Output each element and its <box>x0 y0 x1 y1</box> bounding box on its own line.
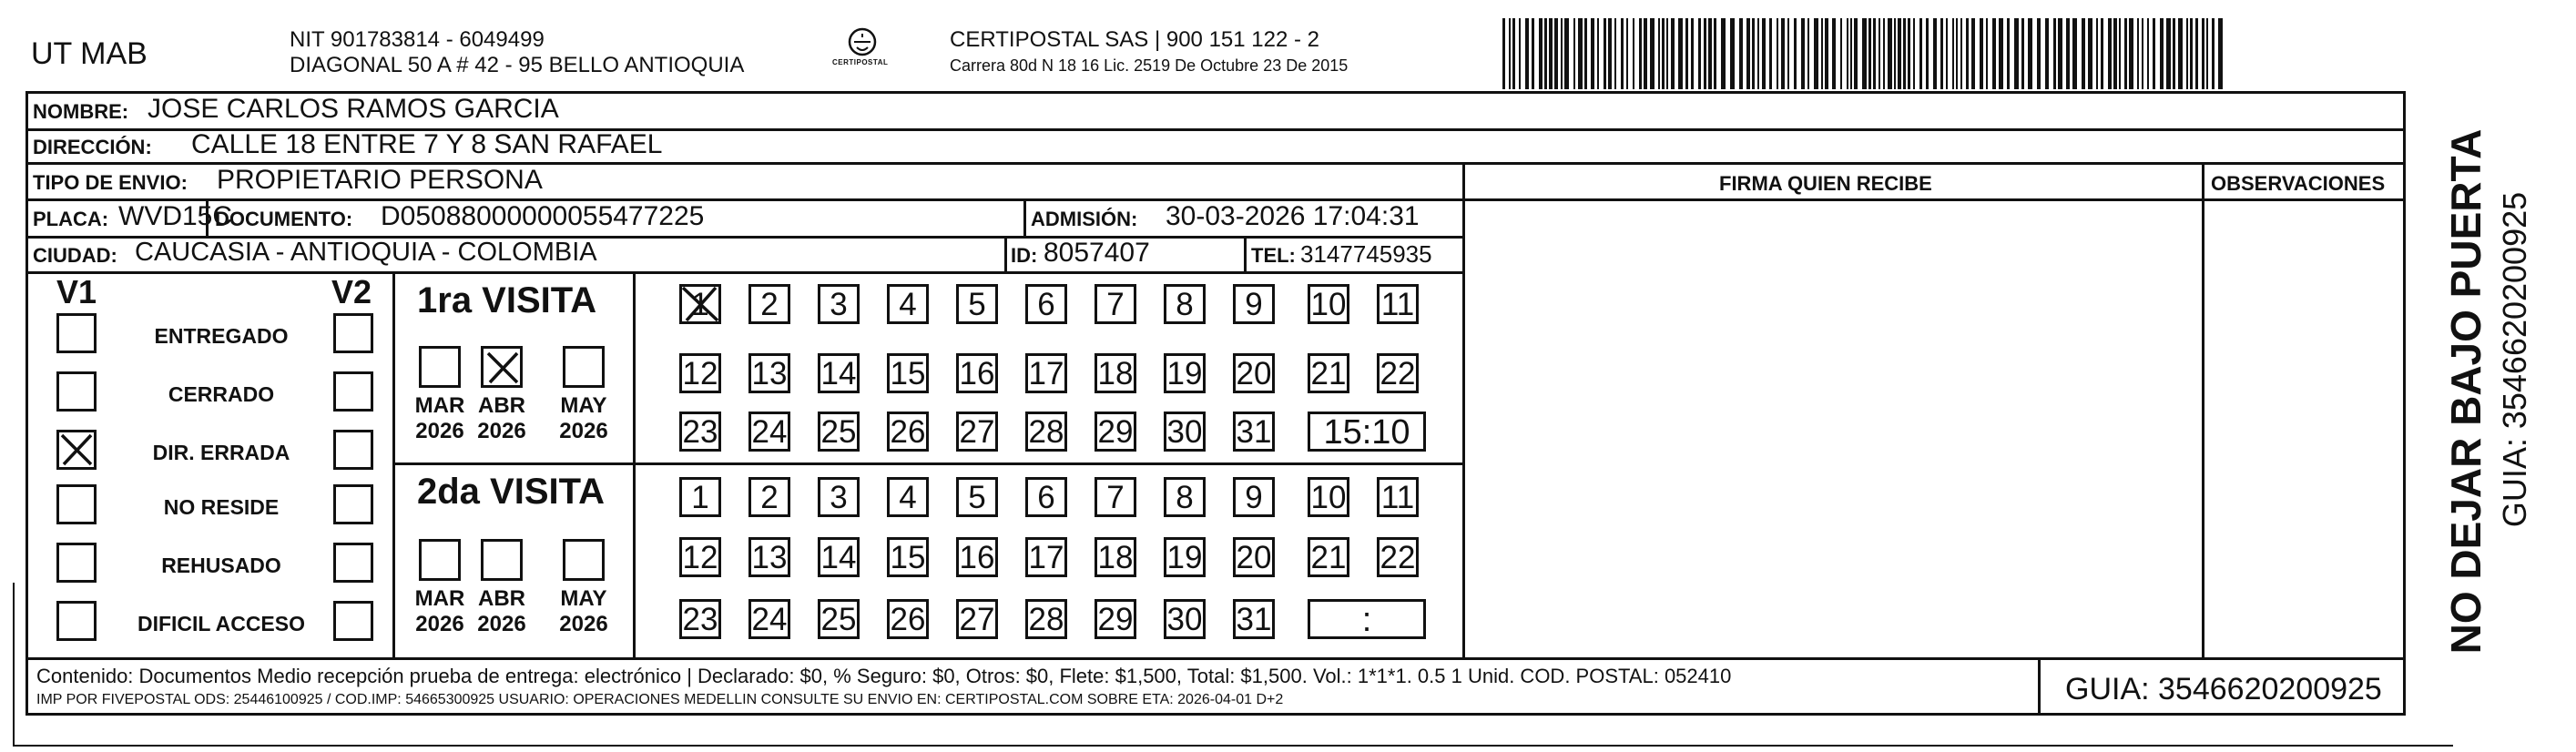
day-box[interactable] <box>679 284 721 324</box>
day-number: 13 <box>751 540 788 575</box>
day-number: 13 <box>751 356 788 391</box>
month-checkbox[interactable] <box>419 346 461 388</box>
day-number: 3 <box>830 287 848 322</box>
month-label: MAR <box>414 393 465 418</box>
day-box[interactable] <box>1095 477 1136 517</box>
direccion-value: CALLE 18 ENTRE 7 Y 8 SAN RAFAEL <box>191 129 663 159</box>
day-number: 8 <box>1176 480 1194 515</box>
month-checkbox[interactable] <box>419 539 461 581</box>
day-box[interactable] <box>1164 477 1206 517</box>
v1-checkbox[interactable] <box>56 313 97 353</box>
year-label: 2026 <box>415 612 464 636</box>
day-number: 4 <box>899 287 917 322</box>
day-box[interactable] <box>748 353 790 393</box>
day-box[interactable] <box>679 477 721 517</box>
day-number: 17 <box>1028 540 1064 575</box>
day-number: 29 <box>1097 602 1134 637</box>
day-box[interactable] <box>956 353 998 393</box>
day-number: 2 <box>760 287 779 322</box>
day-number: 23 <box>682 414 718 450</box>
day-box[interactable] <box>1164 412 1206 452</box>
month-checkbox[interactable] <box>481 346 523 388</box>
day-box[interactable] <box>1095 412 1136 452</box>
tel-label: TEL: <box>1251 244 1296 267</box>
day-number: 9 <box>1245 480 1263 515</box>
day-box[interactable] <box>818 599 860 639</box>
day-number: 6 <box>1037 480 1055 515</box>
day-number: 1 <box>691 287 709 322</box>
certipostal-logo <box>830 25 894 76</box>
courier-address: Carrera 80d N 18 16 Lic. 2519 De Octubre 23 De 2015 <box>950 56 1349 75</box>
time-value: : <box>1361 601 1372 639</box>
id-value: 8057407 <box>1044 238 1150 268</box>
no-dejar-bajo-puerta: NO DEJAR BAJO PUERTA <box>2442 128 2489 655</box>
day-number: 7 <box>1106 287 1125 322</box>
day-box[interactable] <box>1308 284 1349 324</box>
day-number: 11 <box>1380 480 1415 515</box>
day-box[interactable] <box>679 412 721 452</box>
day-number: 28 <box>1028 414 1064 450</box>
day-box[interactable] <box>1025 477 1067 517</box>
day-box[interactable] <box>1233 537 1275 577</box>
placa-label: PLACA: <box>33 208 109 230</box>
day-box[interactable] <box>1377 537 1419 577</box>
day-number: 21 <box>1310 540 1347 575</box>
day-number: 30 <box>1166 602 1203 637</box>
tipo-envio-label: TIPO DE ENVIO: <box>33 171 188 194</box>
day-box[interactable] <box>1095 537 1136 577</box>
admision-value: 30-03-2026 17:04:31 <box>1166 201 1420 231</box>
day-number: 26 <box>890 414 926 450</box>
v1-checkbox[interactable] <box>56 601 97 641</box>
day-box[interactable] <box>1377 477 1419 517</box>
nombre-label: NOMBRE: <box>33 100 129 123</box>
day-number: 29 <box>1097 414 1134 450</box>
footer-imp: IMP POR FIVEPOSTAL ODS: 25446100925 / COD.IMP: 54665300925 USUARIO: OPERACIONES MEDELLIN CONSULTE SU ENVIO EN: CERTIPOSTAL.COM SOBRE ETA: 2026-04-01 D+2 <box>36 692 1284 707</box>
v1-checkbox[interactable] <box>56 371 97 412</box>
visit-state-label: DIFICIL ACCESO <box>137 612 305 635</box>
visit-state-label: REHUSADO <box>161 554 281 577</box>
day-number: 22 <box>1380 540 1416 575</box>
day-box[interactable] <box>1377 284 1419 324</box>
barcode <box>1502 18 2226 89</box>
day-number: 6 <box>1037 287 1055 322</box>
day-number: 11 <box>1380 287 1415 322</box>
day-box[interactable] <box>1233 412 1275 452</box>
day-box[interactable] <box>956 284 998 324</box>
day-number: 17 <box>1028 356 1064 391</box>
day-box[interactable] <box>956 477 998 517</box>
day-number: 3 <box>830 480 848 515</box>
year-label: 2026 <box>559 419 608 443</box>
day-box[interactable] <box>956 412 998 452</box>
day-number: 15 <box>890 540 926 575</box>
day-number: 23 <box>682 602 718 637</box>
month-label: MAY <box>560 393 607 418</box>
day-number: 16 <box>959 540 995 575</box>
month-label: MAY <box>560 586 607 611</box>
day-number: 15 <box>890 356 926 391</box>
day-box[interactable] <box>748 599 790 639</box>
id-label: ID: <box>1011 244 1038 267</box>
courier-name: CERTIPOSTAL SAS | 900 151 122 - 2 <box>950 27 1319 52</box>
day-box[interactable] <box>887 284 929 324</box>
nombre-value: JOSE CARLOS RAMOS GARCIA <box>148 94 559 124</box>
day-box[interactable] <box>1095 353 1136 393</box>
month-checkbox[interactable] <box>563 346 605 388</box>
visit1-title: 1ra VISITA <box>417 280 597 320</box>
day-box[interactable] <box>1025 353 1067 393</box>
day-number: 2 <box>760 480 779 515</box>
ciudad-label: CIUDAD: <box>33 244 117 267</box>
day-box[interactable] <box>1233 284 1275 324</box>
v2-checkbox[interactable] <box>333 430 373 470</box>
v1-checkbox[interactable] <box>56 430 97 470</box>
day-number: 14 <box>820 356 857 391</box>
company-name: UT MAB <box>31 36 148 71</box>
day-number: 8 <box>1176 287 1194 322</box>
day-box[interactable] <box>1233 477 1275 517</box>
day-box[interactable] <box>1025 284 1067 324</box>
sender-nit: NIT 901783814 - 6049499 <box>290 27 545 52</box>
day-box[interactable] <box>1308 537 1349 577</box>
year-label: 2026 <box>415 419 464 443</box>
month-label: ABR <box>478 586 525 611</box>
v2-checkbox[interactable] <box>333 313 373 353</box>
day-number: 12 <box>682 356 718 391</box>
v2-label: V2 <box>331 273 372 310</box>
v2-checkbox[interactable] <box>333 371 373 412</box>
day-box[interactable] <box>818 412 860 452</box>
day-box[interactable] <box>818 353 860 393</box>
x-mark-icon <box>481 346 523 388</box>
day-number: 24 <box>751 602 788 637</box>
ciudad-value: CAUCASIA - ANTIOQUIA - COLOMBIA <box>135 238 597 267</box>
footer-contenido: Contenido: Documentos Medio recepción prueba de entrega: electrónico | Declarado: $0, % Seguro: $0, Otros: $0, Flete: $1,500, Total: $1,500. Vol.: 1*1*1. 0.5 1 Unid. COD. POSTAL: 052410 <box>36 665 1732 687</box>
v1-checkbox[interactable] <box>56 543 97 583</box>
day-number: 18 <box>1097 540 1134 575</box>
day-number: 22 <box>1380 356 1416 391</box>
day-box[interactable] <box>818 477 860 517</box>
x-mark-icon <box>56 430 97 470</box>
year-label: 2026 <box>477 419 526 443</box>
day-number: 31 <box>1236 414 1272 450</box>
side-guia: GUIA: 3546620200925 <box>2496 191 2533 528</box>
day-box[interactable] <box>679 537 721 577</box>
day-number: 25 <box>820 414 857 450</box>
day-box[interactable] <box>956 537 998 577</box>
admision-label: ADMISIÓN: <box>1031 208 1138 230</box>
day-box[interactable] <box>748 412 790 452</box>
year-label: 2026 <box>559 612 608 636</box>
day-number: 10 <box>1310 287 1347 322</box>
documento-label: DOCUMENTO: <box>215 208 353 230</box>
day-box[interactable] <box>887 537 929 577</box>
placa-value: WVD15C <box>118 201 233 231</box>
day-box[interactable] <box>1233 353 1275 393</box>
month-label: MAR <box>414 586 465 611</box>
day-number: 18 <box>1097 356 1134 391</box>
v2-checkbox[interactable] <box>333 484 373 524</box>
day-box[interactable] <box>956 599 998 639</box>
day-number: 5 <box>968 480 986 515</box>
day-box[interactable] <box>1377 353 1419 393</box>
day-box[interactable] <box>1095 284 1136 324</box>
day-box[interactable] <box>748 477 790 517</box>
v1-checkbox[interactable] <box>56 484 97 524</box>
month-checkbox[interactable] <box>481 539 523 581</box>
year-label: 2026 <box>477 612 526 636</box>
day-number: 20 <box>1236 356 1272 391</box>
day-number: 4 <box>899 480 917 515</box>
day-number: 25 <box>820 602 857 637</box>
day-box[interactable] <box>887 412 929 452</box>
day-box[interactable] <box>1308 477 1349 517</box>
day-box[interactable] <box>887 477 929 517</box>
day-number: 27 <box>959 414 995 450</box>
logo-text: CERTIPOSTAL <box>832 58 889 66</box>
day-box[interactable] <box>1025 412 1067 452</box>
time-value: 15:10 <box>1323 413 1410 452</box>
day-box[interactable] <box>1164 599 1206 639</box>
day-number: 1 <box>691 480 709 515</box>
day-box[interactable] <box>1308 353 1349 393</box>
day-box[interactable] <box>887 599 929 639</box>
day-box[interactable] <box>748 284 790 324</box>
direccion-label: DIRECCIÓN: <box>33 136 152 158</box>
visit-state-label: ENTREGADO <box>154 324 289 348</box>
day-box[interactable] <box>818 537 860 577</box>
day-number: 9 <box>1245 287 1263 322</box>
month-checkbox[interactable] <box>563 539 605 581</box>
visit-state-label: NO RESIDE <box>163 495 280 519</box>
day-box[interactable] <box>679 353 721 393</box>
day-box[interactable] <box>1025 537 1067 577</box>
day-box[interactable] <box>748 537 790 577</box>
visit-state-label: CERRADO <box>168 382 275 406</box>
day-number: 30 <box>1166 414 1203 450</box>
day-number: 27 <box>959 602 995 637</box>
day-box[interactable] <box>1164 353 1206 393</box>
firma-header: FIRMA QUIEN RECIBE <box>1719 172 1932 195</box>
day-box[interactable] <box>679 599 721 639</box>
footer-guia: GUIA: 3546620200925 <box>2065 672 2382 706</box>
day-box[interactable] <box>818 284 860 324</box>
day-number: 16 <box>959 356 995 391</box>
v2-checkbox[interactable] <box>333 601 373 641</box>
day-number: 31 <box>1236 602 1272 637</box>
day-box[interactable] <box>1025 599 1067 639</box>
day-number: 10 <box>1310 480 1347 515</box>
v2-checkbox[interactable] <box>333 543 373 583</box>
visit2-title: 2da VISITA <box>417 472 605 512</box>
day-number: 20 <box>1236 540 1272 575</box>
day-number: 14 <box>820 540 857 575</box>
day-number: 21 <box>1310 356 1347 391</box>
day-number: 5 <box>968 287 986 322</box>
day-number: 19 <box>1166 540 1203 575</box>
day-number: 7 <box>1106 480 1125 515</box>
day-box[interactable] <box>1095 599 1136 639</box>
tel-value: 3147745935 <box>1300 240 1432 268</box>
day-number: 12 <box>682 540 718 575</box>
time-box[interactable] <box>1308 599 1426 639</box>
day-number: 24 <box>751 414 788 450</box>
sender-address: DIAGONAL 50 A # 42 - 95 BELLO ANTIOQUIA <box>290 53 745 77</box>
day-box[interactable] <box>887 353 929 393</box>
documento-value: D05088000000055477225 <box>381 201 705 231</box>
day-number: 26 <box>890 602 926 637</box>
month-label: ABR <box>478 393 525 418</box>
day-box[interactable] <box>1164 284 1206 324</box>
day-box[interactable] <box>1233 599 1275 639</box>
tipo-envio-value: PROPIETARIO PERSONA <box>217 165 543 195</box>
observaciones-header: OBSERVACIONES <box>2211 172 2386 195</box>
day-box[interactable] <box>1164 537 1206 577</box>
time-box[interactable] <box>1308 412 1426 452</box>
v1-label: V1 <box>56 273 97 310</box>
visit-state-label: DIR. ERRADA <box>152 441 290 464</box>
day-number: 28 <box>1028 602 1064 637</box>
day-number: 19 <box>1166 356 1203 391</box>
